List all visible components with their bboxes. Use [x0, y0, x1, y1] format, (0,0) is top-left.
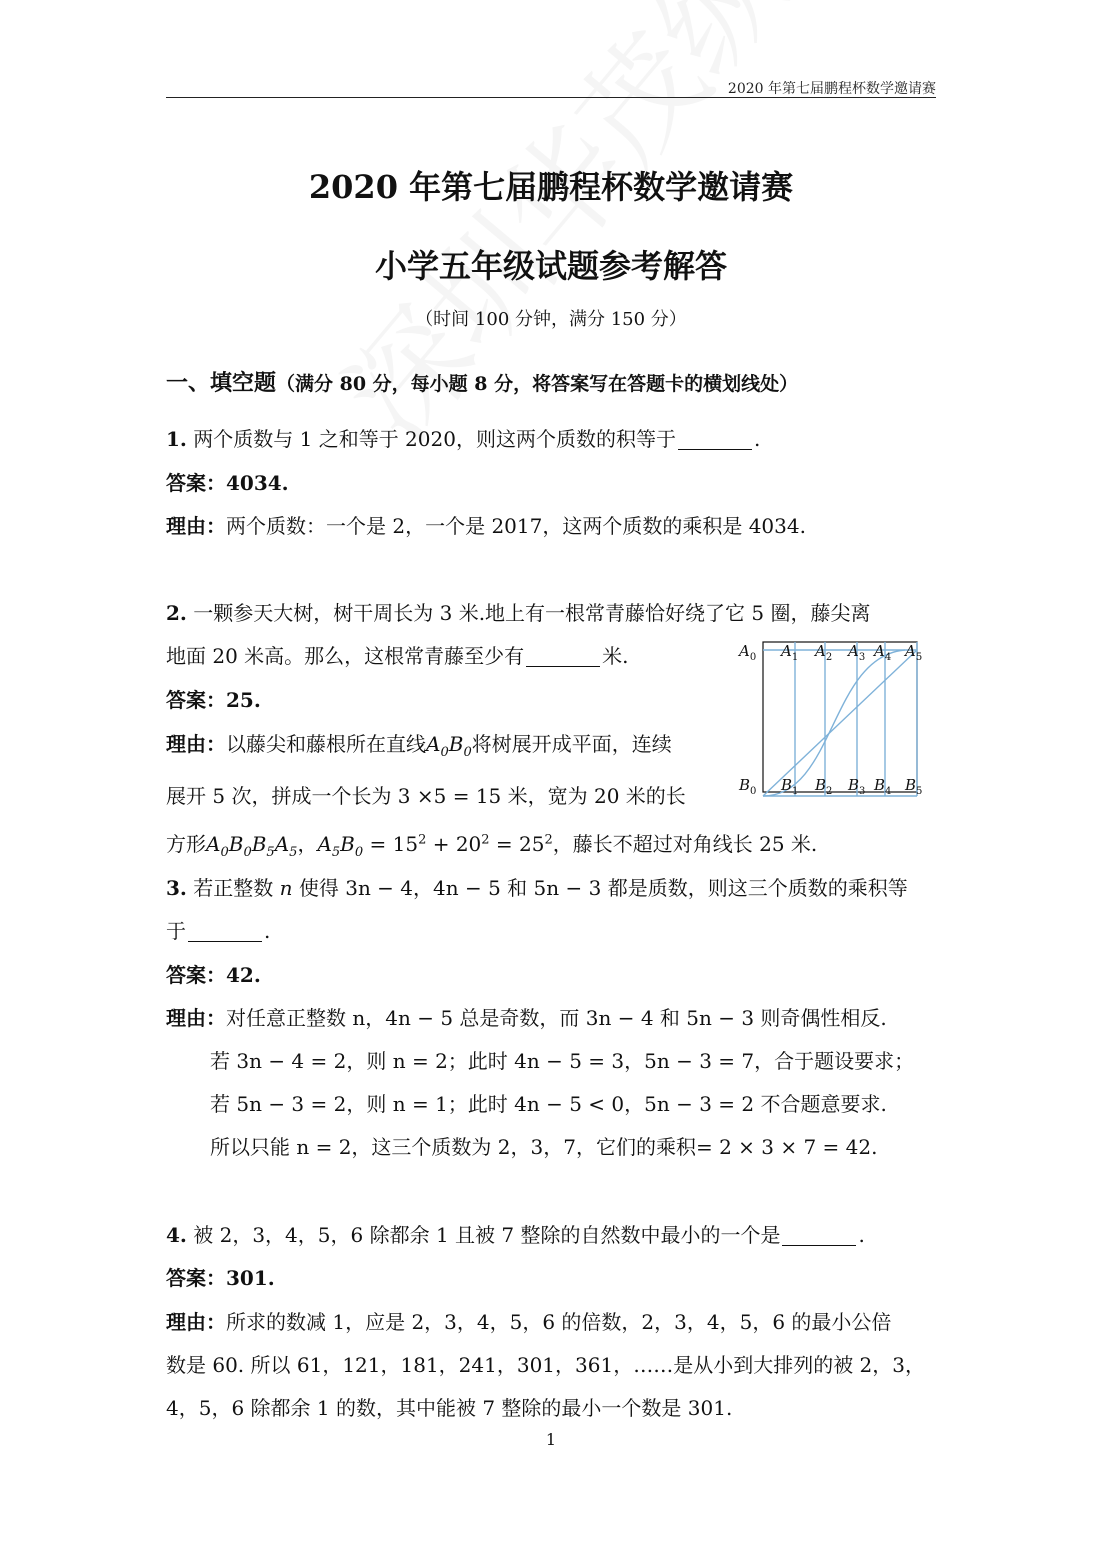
label-b1: $B_1$: [781, 776, 799, 797]
reason-text: 方形: [166, 832, 206, 856]
section-note: （满分 80 分，每小题 8 分，将答案写在答题卡的横划线处）: [276, 373, 799, 395]
reason-1: [166, 510, 806, 539]
question-text: 米.: [602, 644, 629, 668]
page-number: 1: [545, 1430, 557, 1449]
answer-2: [166, 684, 261, 713]
question-text: 地面 20 米高。那么，这根常青藤至少有: [166, 644, 525, 668]
reason-text: 展开 5 次，拼成一个长为 3 ×5 = 15 米，宽为 20 米的长: [166, 784, 686, 808]
question-4: [166, 1219, 865, 1248]
reason-label: 理由：: [166, 1006, 226, 1030]
diagram-labels: [737, 642, 922, 797]
answer-value: 42.: [226, 963, 261, 987]
question-text: 被 2，3，4，5，6 除都余 1 且被 7 整除的自然数中最小的一个是: [193, 1223, 781, 1247]
math-n: n: [279, 876, 293, 900]
reason-text: 以藤尖和藤根所在直线: [226, 732, 426, 756]
answer-3: [166, 959, 261, 988]
answer-value: 4034.: [226, 471, 289, 495]
reason-text: ，: [297, 832, 318, 856]
question-text: 于: [166, 919, 186, 943]
reason-3-line-3: 若 5n − 3 = 2，则 n = 1；此时 4n − 5 < 0，5n − 3 = 2 不合题意要求.: [210, 1092, 887, 1116]
diagram-frame: [763, 642, 917, 792]
question-text: 使得 3n − 4，4n − 5 和 5n − 3 都是质数，则这三个质数的乘积等: [298, 876, 908, 900]
reason-label: 理由：: [166, 514, 226, 538]
question-text: 一颗参天大树，树干周长为 3 米.地上有一根常青藤恰好绕了它 5 圈，藤尖离: [193, 601, 871, 625]
page-title: 2020 年第七届鹏程杯数学邀请赛: [308, 168, 794, 206]
running-header: 2020 年第七届鹏程杯数学邀请赛: [727, 81, 936, 97]
answer-label: 答案：: [166, 963, 226, 987]
question-number: 3.: [166, 876, 187, 900]
question-end: .: [264, 919, 271, 943]
reason-2-line-2: [166, 780, 686, 809]
answer-value: 301.: [226, 1266, 275, 1290]
question-3-line-2: [166, 915, 270, 944]
question-2-line-2: [166, 640, 629, 669]
label-b2: $B_2$: [815, 776, 833, 797]
tree-unroll-diagram: [735, 636, 935, 806]
section-label: 一、填空题: [166, 370, 277, 396]
label-a3: $A_3$: [848, 642, 866, 663]
reason-4-line-2: 数是 60. 所以 61，121，181，241，301，361，……是从小到大排列的被 2，3，: [166, 1353, 926, 1377]
reason-text: 所求的数减 1，应是 2，3，4，5，6 的倍数，2，3，4，5，6 的最小公倍: [226, 1310, 892, 1334]
page-subtitle-title: 小学五年级试题参考解答: [374, 247, 727, 285]
reason-text: 两个质数：一个是 2，一个是 2017，这两个质数的乘积是 4034.: [226, 514, 806, 538]
exam-time-note: （时间 100 分钟，满分 150 分）: [415, 309, 687, 330]
math-rectangle: $A_0B_0B_5A_5$: [206, 832, 298, 860]
question-number: 1.: [166, 427, 187, 451]
label-a1: $A_1$: [781, 642, 799, 663]
label-b0: $B_0$: [739, 776, 757, 797]
question-2-line-1: [166, 597, 871, 626]
label-a4: $A_4$: [874, 642, 892, 663]
section-heading: [166, 366, 798, 397]
label-b5: $B_5$: [905, 776, 923, 797]
answer-blank: [188, 921, 262, 942]
question-3-line-1: [166, 872, 908, 901]
answer-blank: [526, 646, 600, 667]
label-b3: $B_3$: [848, 776, 866, 797]
answer-label: 答案：: [166, 1266, 226, 1290]
question-text: 两个质数与 1 之和等于 2020，则这两个质数的积等于: [193, 427, 676, 451]
answer-1: [166, 467, 289, 496]
label-b4: $B_4$: [874, 776, 892, 797]
answer-label: 答案：: [166, 688, 226, 712]
reason-4-line-1: [166, 1306, 891, 1335]
reason-text: 将树展开成平面，连续: [471, 732, 672, 756]
reason-3-line-2: 若 3n − 4 = 2，则 n = 2；此时 4n − 5 = 3，5n − 3 = 7，合于题设要求；: [210, 1049, 915, 1073]
reason-2-line-1: [166, 728, 672, 760]
question-end: .: [858, 1223, 865, 1247]
reason-3-line-4: 所以只能 n = 2，这三个质数为 2，3，7，它们的乘积= 2 × 3 × 7 = 42.: [210, 1135, 878, 1159]
reason-text: 对任意正整数 n，4n − 5 总是奇数，而 3n − 4 和 5n − 3 则奇偶性相反.: [226, 1006, 887, 1030]
answer-label: 答案：: [166, 471, 226, 495]
label-a0: $A_0$: [739, 642, 757, 663]
watermark: [300, 0, 972, 471]
answer-value: 25.: [226, 688, 261, 712]
math-pythagoras: $A_5B_0 = 15^2 + 20^2 = 25^2$: [317, 832, 553, 860]
question-end: .: [753, 427, 761, 451]
label-a5: $A_5$: [905, 642, 923, 663]
reason-label: 理由：: [166, 1310, 226, 1334]
reason-2-line-3: [166, 828, 817, 860]
answer-blank: [782, 1225, 856, 1246]
question-1: [166, 423, 760, 452]
reason-label: 理由：: [166, 732, 226, 756]
reason-4-line-3: 4，5，6 除都余 1 的数，其中能被 7 整除的最小一个数是 301.: [166, 1396, 733, 1420]
question-text: 若正整数: [193, 876, 274, 900]
question-number: 4.: [166, 1223, 187, 1247]
answer-blank: [678, 429, 752, 450]
answer-4: [166, 1262, 275, 1291]
reason-text: ，藤长不超过对角线长 25 米.: [552, 832, 818, 856]
math-a0b0: $A_0B_0$: [426, 732, 472, 760]
reason-3-line-1: [166, 1002, 887, 1031]
diagram-blue-lines: [763, 642, 917, 796]
question-number: 2.: [166, 601, 187, 625]
header-rule: [166, 97, 936, 98]
label-a2: $A_2$: [815, 642, 833, 663]
